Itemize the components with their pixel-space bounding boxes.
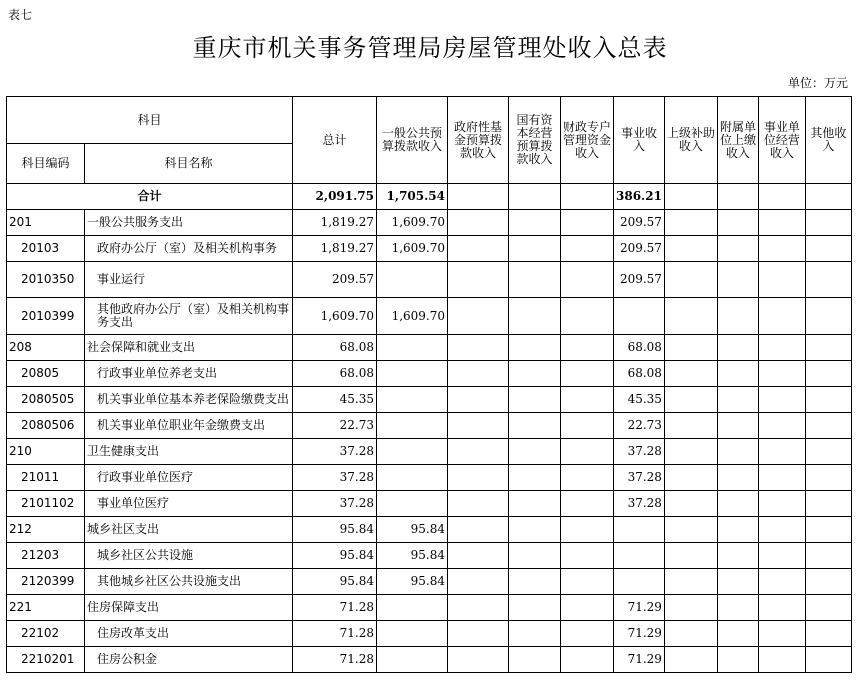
affiliated-unit-cell (717, 439, 758, 465)
general-budget-cell: 1,609.70 (377, 298, 448, 335)
superior-subsidy-cell (664, 543, 717, 569)
header-subject-name: 科目名称 (85, 144, 293, 184)
business-income-cell: 71.29 (614, 647, 665, 673)
other-income-cell (805, 298, 851, 335)
subject-name-cell-text: 住房公积金 (97, 653, 158, 666)
subject-code-cell: 20103 (7, 236, 85, 262)
subject-code-cell: 2120399 (7, 569, 85, 595)
operating-income-cell (758, 236, 805, 262)
subject-name-cell-text: 住房改革支出 (97, 627, 170, 640)
total-cell: 71.28 (293, 621, 377, 647)
general-budget-cell: 95.84 (377, 517, 448, 543)
total-cell: 68.08 (293, 335, 377, 361)
other-income-cell (805, 262, 851, 298)
state-capital-cell (509, 517, 561, 543)
general-budget-cell: 95.84 (377, 543, 448, 569)
affiliated-unit-cell (717, 413, 758, 439)
total-cell: 95.84 (293, 543, 377, 569)
other-income-cell (805, 236, 851, 262)
subject-name-cell (85, 569, 293, 595)
total-cell: 22.73 (293, 413, 377, 439)
total-row (7, 184, 852, 210)
subject-code-cell: 210 (7, 439, 85, 465)
fiscal-special-cell (561, 387, 614, 413)
gov-fund-cell (448, 543, 509, 569)
table-row (7, 298, 852, 335)
subject-name-cell (85, 465, 293, 491)
total-gov-fund (448, 184, 509, 210)
fiscal-special-cell (561, 361, 614, 387)
subject-name-cell (85, 361, 293, 387)
subject-name-cell (85, 647, 293, 673)
operating-income-cell (758, 335, 805, 361)
total-cell: 1,819.27 (293, 236, 377, 262)
subject-name-cell-text: 一般公共服务支出 (87, 216, 184, 229)
general-budget-cell: 1,609.70 (377, 210, 448, 236)
unit-label: 单位：万元 (787, 76, 848, 90)
state-capital-cell (509, 491, 561, 517)
affiliated-unit-cell (717, 361, 758, 387)
total-total: 2,091.75 (293, 184, 377, 210)
state-capital-cell (509, 361, 561, 387)
business-income-cell: 209.57 (614, 236, 665, 262)
affiliated-unit-cell (717, 569, 758, 595)
subject-name-cell-text: 事业运行 (97, 273, 146, 286)
business-income-cell: 68.08 (614, 361, 665, 387)
fiscal-special-cell (561, 439, 614, 465)
subject-name-cell (85, 491, 293, 517)
business-income-cell: 71.29 (614, 621, 665, 647)
state-capital-cell (509, 335, 561, 361)
total-cell: 209.57 (293, 262, 377, 298)
total-cell: 68.08 (293, 361, 377, 387)
affiliated-unit-cell (717, 517, 758, 543)
header-fiscal-special: 财政专户管理资金收入 (561, 97, 614, 184)
subject-name-cell-text: 机关事业单位职业年金缴费支出 (97, 419, 266, 432)
subject-name-cell-text: 事业单位医疗 (97, 497, 170, 510)
superior-subsidy-cell (664, 595, 717, 621)
subject-code-cell: 221 (7, 595, 85, 621)
subject-name-cell (85, 298, 293, 335)
table-row (7, 491, 852, 517)
gov-fund-cell (448, 236, 509, 262)
gov-fund-cell (448, 491, 509, 517)
subject-name-cell-text: 其他城乡社区公共设施支出 (97, 575, 242, 588)
operating-income-cell (758, 465, 805, 491)
header-subject: 科目 (7, 97, 293, 144)
business-income-cell (614, 298, 665, 335)
gov-fund-cell (448, 262, 509, 298)
subject-code-cell: 2010350 (7, 262, 85, 298)
subject-name-cell (85, 543, 293, 569)
subject-name-cell (85, 210, 293, 236)
affiliated-unit-cell (717, 236, 758, 262)
superior-subsidy-cell (664, 335, 717, 361)
other-income-cell (805, 491, 851, 517)
general-budget-cell (377, 465, 448, 491)
other-income-cell (805, 621, 851, 647)
gov-fund-cell (448, 439, 509, 465)
other-income-cell (805, 439, 851, 465)
subject-name-cell (85, 387, 293, 413)
superior-subsidy-cell (664, 465, 717, 491)
gov-fund-cell (448, 413, 509, 439)
operating-income-cell (758, 491, 805, 517)
affiliated-unit-cell (717, 491, 758, 517)
table-number: 表七 (8, 8, 33, 22)
operating-income-cell (758, 621, 805, 647)
subject-code-cell: 20805 (7, 361, 85, 387)
superior-subsidy-cell (664, 621, 717, 647)
gov-fund-cell (448, 595, 509, 621)
general-budget-cell (377, 335, 448, 361)
general-budget-cell (377, 361, 448, 387)
superior-subsidy-cell (664, 298, 717, 335)
general-budget-cell (377, 439, 448, 465)
state-capital-cell (509, 621, 561, 647)
subject-code-cell: 21203 (7, 543, 85, 569)
subject-code-cell: 22102 (7, 621, 85, 647)
table-row (7, 517, 852, 543)
header-other-income: 其他收入 (805, 97, 851, 184)
affiliated-unit-cell (717, 298, 758, 335)
general-budget-cell (377, 387, 448, 413)
total-cell: 37.28 (293, 465, 377, 491)
operating-income-cell (758, 262, 805, 298)
table-row (7, 595, 852, 621)
other-income-cell (805, 517, 851, 543)
table-row (7, 621, 852, 647)
subject-code-cell: 2101102 (7, 491, 85, 517)
subject-code-cell: 201 (7, 210, 85, 236)
gov-fund-cell (448, 298, 509, 335)
subject-code-cell: 2080505 (7, 387, 85, 413)
subject-name-cell (85, 335, 293, 361)
subject-code-cell: 212 (7, 517, 85, 543)
superior-subsidy-cell (664, 491, 717, 517)
fiscal-special-cell (561, 543, 614, 569)
table-row (7, 236, 852, 262)
general-budget-cell: 1,609.70 (377, 236, 448, 262)
operating-income-cell (758, 543, 805, 569)
fiscal-special-cell (561, 465, 614, 491)
header-general-budget: 一般公共预算拨款收入 (377, 97, 448, 184)
operating-income-cell (758, 569, 805, 595)
superior-subsidy-cell (664, 439, 717, 465)
fiscal-special-cell (561, 491, 614, 517)
subject-name-cell (85, 262, 293, 298)
state-capital-cell (509, 439, 561, 465)
total-fiscal-special (561, 184, 614, 210)
other-income-cell (805, 361, 851, 387)
table-row (7, 210, 852, 236)
fiscal-special-cell (561, 621, 614, 647)
superior-subsidy-cell (664, 361, 717, 387)
operating-income-cell (758, 210, 805, 236)
superior-subsidy-cell (664, 569, 717, 595)
table-row (7, 335, 852, 361)
state-capital-cell (509, 210, 561, 236)
affiliated-unit-cell (717, 465, 758, 491)
fiscal-special-cell (561, 413, 614, 439)
superior-subsidy-cell (664, 262, 717, 298)
total-cell: 1,819.27 (293, 210, 377, 236)
business-income-cell: 68.08 (614, 335, 665, 361)
general-budget-cell (377, 647, 448, 673)
other-income-cell (805, 647, 851, 673)
subject-name-cell-text: 城乡社区支出 (87, 523, 160, 536)
gov-fund-cell (448, 335, 509, 361)
business-income-cell (614, 517, 665, 543)
subject-code-cell: 208 (7, 335, 85, 361)
total-cell: 37.28 (293, 491, 377, 517)
state-capital-cell (509, 647, 561, 673)
header-subject-code: 科目编码 (7, 144, 85, 184)
table-row (7, 413, 852, 439)
total-other-income (805, 184, 851, 210)
superior-subsidy-cell (664, 517, 717, 543)
subject-name-cell (85, 517, 293, 543)
total-superior-subsidy (664, 184, 717, 210)
total-label: 合计 (7, 184, 293, 210)
gov-fund-cell (448, 621, 509, 647)
business-income-cell: 37.28 (614, 465, 665, 491)
subject-name-cell-text: 社会保障和就业支出 (87, 341, 196, 354)
operating-income-cell (758, 517, 805, 543)
business-income-cell: 37.28 (614, 491, 665, 517)
subject-name-cell-text: 行政事业单位养老支出 (97, 367, 218, 380)
fiscal-special-cell (561, 569, 614, 595)
gov-fund-cell (448, 569, 509, 595)
business-income-cell: 22.73 (614, 413, 665, 439)
total-state-capital (509, 184, 561, 210)
business-income-cell: 71.29 (614, 595, 665, 621)
general-budget-cell (377, 491, 448, 517)
total-operating-income (758, 184, 805, 210)
header-state-capital: 国有资本经营预算拨款收入 (509, 97, 561, 184)
business-income-cell: 45.35 (614, 387, 665, 413)
operating-income-cell (758, 647, 805, 673)
business-income-cell: 209.57 (614, 262, 665, 298)
header-operating-income: 事业单位经营收入 (758, 97, 805, 184)
subject-name-cell-text: 政府办公厅（室）及相关机构事务 (97, 242, 278, 255)
affiliated-unit-cell (717, 595, 758, 621)
subject-name-cell-text: 城乡社区公共设施 (97, 549, 194, 562)
operating-income-cell (758, 439, 805, 465)
subject-name-cell (85, 236, 293, 262)
total-business-income: 386.21 (614, 184, 665, 210)
superior-subsidy-cell (664, 413, 717, 439)
affiliated-unit-cell (717, 543, 758, 569)
state-capital-cell (509, 595, 561, 621)
state-capital-cell (509, 569, 561, 595)
business-income-cell: 37.28 (614, 439, 665, 465)
state-capital-cell (509, 236, 561, 262)
general-budget-cell (377, 621, 448, 647)
gov-fund-cell (448, 210, 509, 236)
total-cell: 95.84 (293, 569, 377, 595)
total-cell: 71.28 (293, 647, 377, 673)
table-row (7, 439, 852, 465)
fiscal-special-cell (561, 517, 614, 543)
general-budget-cell: 95.84 (377, 569, 448, 595)
table-row (7, 262, 852, 298)
gov-fund-cell (448, 361, 509, 387)
subject-name-cell (85, 439, 293, 465)
business-income-cell (614, 569, 665, 595)
header-total: 总计 (293, 97, 377, 184)
header-affiliated-unit: 附属单位上缴收入 (717, 97, 758, 184)
superior-subsidy-cell (664, 210, 717, 236)
affiliated-unit-cell (717, 621, 758, 647)
superior-subsidy-cell (664, 236, 717, 262)
business-income-cell (614, 543, 665, 569)
table-row (7, 647, 852, 673)
table-row (7, 361, 852, 387)
affiliated-unit-cell (717, 387, 758, 413)
operating-income-cell (758, 298, 805, 335)
fiscal-special-cell (561, 595, 614, 621)
table-row (7, 387, 852, 413)
table-row (7, 569, 852, 595)
gov-fund-cell (448, 517, 509, 543)
operating-income-cell (758, 387, 805, 413)
subject-code-cell: 21011 (7, 465, 85, 491)
other-income-cell (805, 387, 851, 413)
state-capital-cell (509, 262, 561, 298)
header-superior-subsidy: 上级补助收入 (664, 97, 717, 184)
total-general-budget: 1,705.54 (377, 184, 448, 210)
total-affiliated-unit (717, 184, 758, 210)
operating-income-cell (758, 413, 805, 439)
general-budget-cell (377, 262, 448, 298)
page-title: 重庆市机关事务管理局房屋管理处收入总表 (192, 34, 668, 62)
business-income-cell: 209.57 (614, 210, 665, 236)
fiscal-special-cell (561, 210, 614, 236)
affiliated-unit-cell (717, 335, 758, 361)
gov-fund-cell (448, 465, 509, 491)
affiliated-unit-cell (717, 262, 758, 298)
operating-income-cell (758, 595, 805, 621)
general-budget-cell (377, 595, 448, 621)
subject-name-cell-text: 机关事业单位基本养老保险缴费支出 (97, 393, 290, 406)
superior-subsidy-cell (664, 387, 717, 413)
total-cell: 37.28 (293, 439, 377, 465)
other-income-cell (805, 335, 851, 361)
subject-name-cell-text: 卫生健康支出 (87, 445, 160, 458)
subject-name-cell (85, 595, 293, 621)
fiscal-special-cell (561, 236, 614, 262)
other-income-cell (805, 210, 851, 236)
subject-name-cell (85, 621, 293, 647)
state-capital-cell (509, 465, 561, 491)
income-summary-table (6, 96, 852, 673)
total-cell: 45.35 (293, 387, 377, 413)
table-row (7, 465, 852, 491)
other-income-cell (805, 543, 851, 569)
fiscal-special-cell (561, 335, 614, 361)
other-income-cell (805, 569, 851, 595)
subject-code-cell: 2080506 (7, 413, 85, 439)
subject-name-cell-text: 其他政府办公厅（室）及相关机构事务支出 (97, 303, 290, 329)
affiliated-unit-cell (717, 647, 758, 673)
gov-fund-cell (448, 647, 509, 673)
other-income-cell (805, 465, 851, 491)
total-cell: 1,609.70 (293, 298, 377, 335)
affiliated-unit-cell (717, 210, 758, 236)
operating-income-cell (758, 361, 805, 387)
superior-subsidy-cell (664, 647, 717, 673)
table-row (7, 543, 852, 569)
gov-fund-cell (448, 387, 509, 413)
fiscal-special-cell (561, 262, 614, 298)
header-business-income: 事业收入 (614, 97, 665, 184)
state-capital-cell (509, 387, 561, 413)
other-income-cell (805, 413, 851, 439)
fiscal-special-cell (561, 298, 614, 335)
subject-name-cell-text: 行政事业单位医疗 (97, 471, 194, 484)
state-capital-cell (509, 413, 561, 439)
state-capital-cell (509, 543, 561, 569)
header-gov-fund: 政府性基金预算拨款收入 (448, 97, 509, 184)
subject-name-cell-text: 住房保障支出 (87, 601, 160, 614)
total-cell: 95.84 (293, 517, 377, 543)
fiscal-special-cell (561, 647, 614, 673)
subject-code-cell: 2010399 (7, 298, 85, 335)
other-income-cell (805, 595, 851, 621)
subject-name-cell (85, 413, 293, 439)
total-cell: 71.28 (293, 595, 377, 621)
state-capital-cell (509, 298, 561, 335)
general-budget-cell (377, 413, 448, 439)
subject-code-cell: 2210201 (7, 647, 85, 673)
